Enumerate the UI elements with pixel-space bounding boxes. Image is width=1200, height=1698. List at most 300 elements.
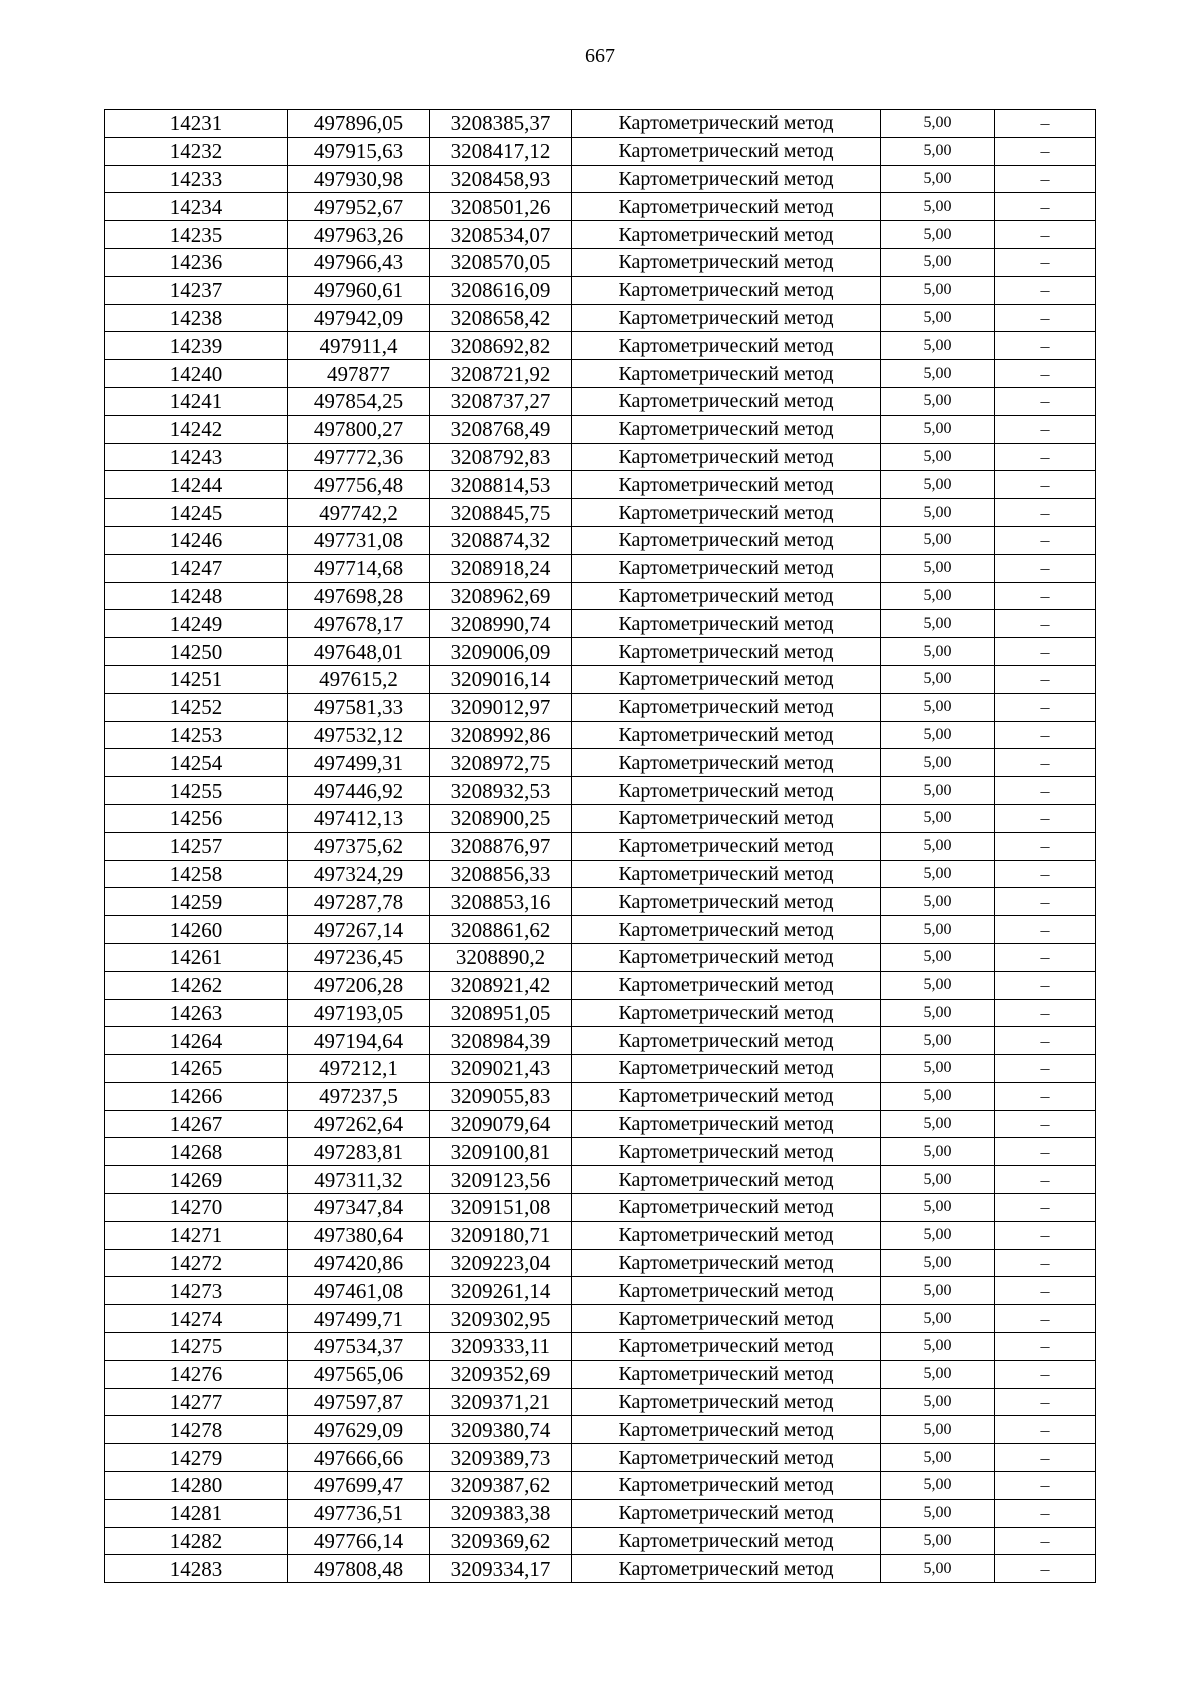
method-cell: Картометрический метод [572, 1110, 881, 1138]
x-coordinate-cell: 497648,01 [288, 638, 430, 666]
empty-value-cell: – [995, 137, 1096, 165]
x-coordinate-cell: 497736,51 [288, 1499, 430, 1527]
point-number-cell: 14261 [105, 943, 288, 971]
y-coordinate-cell: 3208814,53 [430, 471, 572, 499]
empty-value-cell: – [995, 304, 1096, 332]
accuracy-cell: 5,00 [881, 1082, 995, 1110]
y-coordinate-cell: 3209180,71 [430, 1221, 572, 1249]
y-coordinate-cell: 3208616,09 [430, 276, 572, 304]
page-number: 667 [585, 45, 615, 67]
y-coordinate-cell: 3209371,21 [430, 1388, 572, 1416]
table-row [105, 1499, 1096, 1527]
point-number-cell: 14280 [105, 1472, 288, 1500]
empty-value-cell: – [995, 832, 1096, 860]
accuracy-cell: 5,00 [881, 221, 995, 249]
table-row [105, 1360, 1096, 1388]
y-coordinate-cell: 3209100,81 [430, 1138, 572, 1166]
point-number-cell: 14268 [105, 1138, 288, 1166]
method-cell: Картометрический метод [572, 471, 881, 499]
accuracy-cell: 5,00 [881, 721, 995, 749]
table-row [105, 415, 1096, 443]
x-coordinate-cell: 497267,14 [288, 916, 430, 944]
accuracy-cell: 5,00 [881, 137, 995, 165]
accuracy-cell: 5,00 [881, 1416, 995, 1444]
y-coordinate-cell: 3208570,05 [430, 248, 572, 276]
table-row [105, 916, 1096, 944]
table-row [105, 221, 1096, 249]
point-number-cell: 14272 [105, 1249, 288, 1277]
table-row [105, 526, 1096, 554]
point-number-cell: 14235 [105, 221, 288, 249]
table-row [105, 360, 1096, 388]
accuracy-cell: 5,00 [881, 332, 995, 360]
accuracy-cell: 5,00 [881, 554, 995, 582]
table-row [105, 471, 1096, 499]
point-number-cell: 14244 [105, 471, 288, 499]
accuracy-cell: 5,00 [881, 860, 995, 888]
accuracy-cell: 5,00 [881, 499, 995, 527]
empty-value-cell: – [995, 387, 1096, 415]
method-cell: Картометрический метод [572, 860, 881, 888]
x-coordinate-cell: 497499,31 [288, 749, 430, 777]
x-coordinate-cell: 497565,06 [288, 1360, 430, 1388]
empty-value-cell: – [995, 276, 1096, 304]
table-row [105, 971, 1096, 999]
accuracy-cell: 5,00 [881, 415, 995, 443]
method-cell: Картометрический метод [572, 582, 881, 610]
empty-value-cell: – [995, 1333, 1096, 1361]
accuracy-cell: 5,00 [881, 1333, 995, 1361]
point-number-cell: 14238 [105, 304, 288, 332]
accuracy-cell: 5,00 [881, 110, 995, 138]
empty-value-cell: – [995, 638, 1096, 666]
table-row [105, 943, 1096, 971]
point-number-cell: 14259 [105, 888, 288, 916]
empty-value-cell: – [995, 582, 1096, 610]
point-number-cell: 14234 [105, 193, 288, 221]
point-number-cell: 14243 [105, 443, 288, 471]
point-number-cell: 14247 [105, 554, 288, 582]
x-coordinate-cell: 497347,84 [288, 1194, 430, 1222]
y-coordinate-cell: 3208874,32 [430, 526, 572, 554]
method-cell: Картометрический метод [572, 693, 881, 721]
y-coordinate-cell: 3209334,17 [430, 1555, 572, 1583]
y-coordinate-cell: 3209021,43 [430, 1055, 572, 1083]
empty-value-cell: – [995, 943, 1096, 971]
y-coordinate-cell: 3208972,75 [430, 749, 572, 777]
y-coordinate-cell: 3208951,05 [430, 999, 572, 1027]
x-coordinate-cell: 497206,28 [288, 971, 430, 999]
point-number-cell: 14283 [105, 1555, 288, 1583]
method-cell: Картометрический метод [572, 554, 881, 582]
method-cell: Картометрический метод [572, 888, 881, 916]
empty-value-cell: – [995, 860, 1096, 888]
method-cell: Картометрический метод [572, 193, 881, 221]
accuracy-cell: 5,00 [881, 248, 995, 276]
accuracy-cell: 5,00 [881, 971, 995, 999]
x-coordinate-cell: 497412,13 [288, 804, 430, 832]
y-coordinate-cell: 3208692,82 [430, 332, 572, 360]
y-coordinate-cell: 3208890,2 [430, 943, 572, 971]
empty-value-cell: – [995, 1277, 1096, 1305]
x-coordinate-cell: 497283,81 [288, 1138, 430, 1166]
empty-value-cell: – [995, 888, 1096, 916]
empty-value-cell: – [995, 248, 1096, 276]
method-cell: Картометрический метод [572, 137, 881, 165]
accuracy-cell: 5,00 [881, 1027, 995, 1055]
y-coordinate-cell: 3209333,11 [430, 1333, 572, 1361]
empty-value-cell: – [995, 1305, 1096, 1333]
empty-value-cell: – [995, 693, 1096, 721]
y-coordinate-cell: 3209302,95 [430, 1305, 572, 1333]
method-cell: Картометрический метод [572, 721, 881, 749]
y-coordinate-cell: 3208417,12 [430, 137, 572, 165]
empty-value-cell: – [995, 1221, 1096, 1249]
table-row [105, 1221, 1096, 1249]
empty-value-cell: – [995, 193, 1096, 221]
method-cell: Картометрический метод [572, 943, 881, 971]
table-row [105, 888, 1096, 916]
x-coordinate-cell: 497193,05 [288, 999, 430, 1027]
empty-value-cell: – [995, 1472, 1096, 1500]
method-cell: Картометрический метод [572, 804, 881, 832]
table-row [105, 1305, 1096, 1333]
point-number-cell: 14256 [105, 804, 288, 832]
table-row [105, 860, 1096, 888]
y-coordinate-cell: 3208792,83 [430, 443, 572, 471]
table-row [105, 1277, 1096, 1305]
point-number-cell: 14266 [105, 1082, 288, 1110]
accuracy-cell: 5,00 [881, 1555, 995, 1583]
accuracy-cell: 5,00 [881, 1388, 995, 1416]
accuracy-cell: 5,00 [881, 610, 995, 638]
method-cell: Картометрический метод [572, 1055, 881, 1083]
point-number-cell: 14252 [105, 693, 288, 721]
method-cell: Картометрический метод [572, 1555, 881, 1583]
method-cell: Картометрический метод [572, 777, 881, 805]
accuracy-cell: 5,00 [881, 1221, 995, 1249]
point-number-cell: 14250 [105, 638, 288, 666]
table-row [105, 1444, 1096, 1472]
point-number-cell: 14246 [105, 526, 288, 554]
y-coordinate-cell: 3208962,69 [430, 582, 572, 610]
table-row [105, 1110, 1096, 1138]
accuracy-cell: 5,00 [881, 1527, 995, 1555]
method-cell: Картометрический метод [572, 526, 881, 554]
accuracy-cell: 5,00 [881, 165, 995, 193]
empty-value-cell: – [995, 360, 1096, 388]
method-cell: Картометрический метод [572, 610, 881, 638]
table-row [105, 1194, 1096, 1222]
y-coordinate-cell: 3209079,64 [430, 1110, 572, 1138]
x-coordinate-cell: 497877 [288, 360, 430, 388]
empty-value-cell: – [995, 749, 1096, 777]
point-number-cell: 14260 [105, 916, 288, 944]
accuracy-cell: 5,00 [881, 1360, 995, 1388]
x-coordinate-cell: 497380,64 [288, 1221, 430, 1249]
y-coordinate-cell: 3208845,75 [430, 499, 572, 527]
empty-value-cell: – [995, 804, 1096, 832]
table-row [105, 832, 1096, 860]
accuracy-cell: 5,00 [881, 1138, 995, 1166]
y-coordinate-cell: 3209369,62 [430, 1527, 572, 1555]
y-coordinate-cell: 3208932,53 [430, 777, 572, 805]
y-coordinate-cell: 3208876,97 [430, 832, 572, 860]
table-row [105, 749, 1096, 777]
method-cell: Картометрический метод [572, 110, 881, 138]
accuracy-cell: 5,00 [881, 999, 995, 1027]
point-number-cell: 14269 [105, 1166, 288, 1194]
accuracy-cell: 5,00 [881, 443, 995, 471]
table-row [105, 1082, 1096, 1110]
empty-value-cell: – [995, 665, 1096, 693]
y-coordinate-cell: 3208900,25 [430, 804, 572, 832]
x-coordinate-cell: 497808,48 [288, 1555, 430, 1583]
x-coordinate-cell: 497966,43 [288, 248, 430, 276]
point-number-cell: 14233 [105, 165, 288, 193]
x-coordinate-cell: 497911,4 [288, 332, 430, 360]
y-coordinate-cell: 3208768,49 [430, 415, 572, 443]
x-coordinate-cell: 497597,87 [288, 1388, 430, 1416]
x-coordinate-cell: 497854,25 [288, 387, 430, 415]
table-row [105, 110, 1096, 138]
method-cell: Картометрический метод [572, 304, 881, 332]
method-cell: Картометрический метод [572, 971, 881, 999]
accuracy-cell: 5,00 [881, 638, 995, 666]
table-row [105, 387, 1096, 415]
y-coordinate-cell: 3208534,07 [430, 221, 572, 249]
point-number-cell: 14242 [105, 415, 288, 443]
method-cell: Картометрический метод [572, 248, 881, 276]
x-coordinate-cell: 497615,2 [288, 665, 430, 693]
accuracy-cell: 5,00 [881, 693, 995, 721]
method-cell: Картометрический метод [572, 1082, 881, 1110]
x-coordinate-cell: 497742,2 [288, 499, 430, 527]
accuracy-cell: 5,00 [881, 1499, 995, 1527]
y-coordinate-cell: 3209261,14 [430, 1277, 572, 1305]
table-row [105, 1055, 1096, 1083]
point-number-cell: 14263 [105, 999, 288, 1027]
table-row [105, 276, 1096, 304]
empty-value-cell: – [995, 332, 1096, 360]
x-coordinate-cell: 497236,45 [288, 943, 430, 971]
y-coordinate-cell: 3208658,42 [430, 304, 572, 332]
table-row [105, 1472, 1096, 1500]
x-coordinate-cell: 497532,12 [288, 721, 430, 749]
empty-value-cell: – [995, 526, 1096, 554]
table-row [105, 304, 1096, 332]
accuracy-cell: 5,00 [881, 943, 995, 971]
point-number-cell: 14267 [105, 1110, 288, 1138]
y-coordinate-cell: 3209123,56 [430, 1166, 572, 1194]
method-cell: Картометрический метод [572, 1221, 881, 1249]
table-row [105, 1027, 1096, 1055]
empty-value-cell: – [995, 1138, 1096, 1166]
method-cell: Картометрический метод [572, 749, 881, 777]
point-number-cell: 14237 [105, 276, 288, 304]
empty-value-cell: – [995, 1360, 1096, 1388]
x-coordinate-cell: 497629,09 [288, 1416, 430, 1444]
accuracy-cell: 5,00 [881, 387, 995, 415]
point-number-cell: 14255 [105, 777, 288, 805]
y-coordinate-cell: 3208501,26 [430, 193, 572, 221]
point-number-cell: 14241 [105, 387, 288, 415]
table-row [105, 1388, 1096, 1416]
accuracy-cell: 5,00 [881, 1166, 995, 1194]
x-coordinate-cell: 497194,64 [288, 1027, 430, 1055]
table-row [105, 443, 1096, 471]
x-coordinate-cell: 497237,5 [288, 1082, 430, 1110]
empty-value-cell: – [995, 777, 1096, 805]
empty-value-cell: – [995, 999, 1096, 1027]
x-coordinate-cell: 497678,17 [288, 610, 430, 638]
empty-value-cell: – [995, 1082, 1096, 1110]
empty-value-cell: – [995, 1110, 1096, 1138]
accuracy-cell: 5,00 [881, 804, 995, 832]
empty-value-cell: – [995, 554, 1096, 582]
table-row [105, 165, 1096, 193]
method-cell: Картометрический метод [572, 443, 881, 471]
accuracy-cell: 5,00 [881, 1305, 995, 1333]
point-number-cell: 14231 [105, 110, 288, 138]
x-coordinate-cell: 497375,62 [288, 832, 430, 860]
point-number-cell: 14273 [105, 1277, 288, 1305]
y-coordinate-cell: 3209006,09 [430, 638, 572, 666]
y-coordinate-cell: 3208861,62 [430, 916, 572, 944]
empty-value-cell: – [995, 721, 1096, 749]
accuracy-cell: 5,00 [881, 1277, 995, 1305]
table-row [105, 554, 1096, 582]
y-coordinate-cell: 3208856,33 [430, 860, 572, 888]
x-coordinate-cell: 497756,48 [288, 471, 430, 499]
point-number-cell: 14249 [105, 610, 288, 638]
y-coordinate-cell: 3209380,74 [430, 1416, 572, 1444]
accuracy-cell: 5,00 [881, 832, 995, 860]
table-row [105, 693, 1096, 721]
empty-value-cell: – [995, 1527, 1096, 1555]
accuracy-cell: 5,00 [881, 916, 995, 944]
empty-value-cell: – [995, 499, 1096, 527]
table-row [105, 193, 1096, 221]
point-number-cell: 14254 [105, 749, 288, 777]
point-number-cell: 14236 [105, 248, 288, 276]
x-coordinate-cell: 497800,27 [288, 415, 430, 443]
empty-value-cell: – [995, 610, 1096, 638]
point-number-cell: 14265 [105, 1055, 288, 1083]
point-number-cell: 14264 [105, 1027, 288, 1055]
table-row [105, 1333, 1096, 1361]
method-cell: Картометрический метод [572, 1444, 881, 1472]
x-coordinate-cell: 497287,78 [288, 888, 430, 916]
y-coordinate-cell: 3208737,27 [430, 387, 572, 415]
accuracy-cell: 5,00 [881, 1110, 995, 1138]
y-coordinate-cell: 3208984,39 [430, 1027, 572, 1055]
point-number-cell: 14276 [105, 1360, 288, 1388]
point-number-cell: 14253 [105, 721, 288, 749]
method-cell: Картометрический метод [572, 165, 881, 193]
empty-value-cell: – [995, 1055, 1096, 1083]
method-cell: Картометрический метод [572, 916, 881, 944]
empty-value-cell: – [995, 971, 1096, 999]
method-cell: Картометрический метод [572, 1388, 881, 1416]
table-row [105, 248, 1096, 276]
x-coordinate-cell: 497699,47 [288, 1472, 430, 1500]
accuracy-cell: 5,00 [881, 193, 995, 221]
method-cell: Картометрический метод [572, 1499, 881, 1527]
x-coordinate-cell: 497766,14 [288, 1527, 430, 1555]
x-coordinate-cell: 497960,61 [288, 276, 430, 304]
y-coordinate-cell: 3208721,92 [430, 360, 572, 388]
x-coordinate-cell: 497666,66 [288, 1444, 430, 1472]
table-row [105, 1527, 1096, 1555]
point-number-cell: 14251 [105, 665, 288, 693]
method-cell: Картометрический метод [572, 832, 881, 860]
empty-value-cell: – [995, 165, 1096, 193]
coordinates-table [104, 109, 1096, 1583]
y-coordinate-cell: 3209383,38 [430, 1499, 572, 1527]
y-coordinate-cell: 3209016,14 [430, 665, 572, 693]
table-row [105, 610, 1096, 638]
x-coordinate-cell: 497212,1 [288, 1055, 430, 1083]
coordinates-table-body [105, 110, 1096, 1583]
table-row [105, 638, 1096, 666]
table-row [105, 1555, 1096, 1583]
x-coordinate-cell: 497963,26 [288, 221, 430, 249]
x-coordinate-cell: 497420,86 [288, 1249, 430, 1277]
empty-value-cell: – [995, 471, 1096, 499]
point-number-cell: 14257 [105, 832, 288, 860]
table-row [105, 499, 1096, 527]
y-coordinate-cell: 3209151,08 [430, 1194, 572, 1222]
method-cell: Картометрический метод [572, 1472, 881, 1500]
x-coordinate-cell: 497930,98 [288, 165, 430, 193]
method-cell: Картометрический метод [572, 1166, 881, 1194]
table-row [105, 804, 1096, 832]
point-number-cell: 14281 [105, 1499, 288, 1527]
accuracy-cell: 5,00 [881, 1249, 995, 1277]
point-number-cell: 14278 [105, 1416, 288, 1444]
empty-value-cell: – [995, 415, 1096, 443]
y-coordinate-cell: 3209352,69 [430, 1360, 572, 1388]
accuracy-cell: 5,00 [881, 304, 995, 332]
method-cell: Картометрический метод [572, 415, 881, 443]
method-cell: Картометрический метод [572, 387, 881, 415]
empty-value-cell: – [995, 1194, 1096, 1222]
point-number-cell: 14271 [105, 1221, 288, 1249]
point-number-cell: 14277 [105, 1388, 288, 1416]
point-number-cell: 14282 [105, 1527, 288, 1555]
y-coordinate-cell: 3208853,16 [430, 888, 572, 916]
table-row [105, 582, 1096, 610]
x-coordinate-cell: 497262,64 [288, 1110, 430, 1138]
method-cell: Картометрический метод [572, 665, 881, 693]
y-coordinate-cell: 3209012,97 [430, 693, 572, 721]
y-coordinate-cell: 3208458,93 [430, 165, 572, 193]
x-coordinate-cell: 497952,67 [288, 193, 430, 221]
y-coordinate-cell: 3208921,42 [430, 971, 572, 999]
y-coordinate-cell: 3209055,83 [430, 1082, 572, 1110]
accuracy-cell: 5,00 [881, 749, 995, 777]
table-row [105, 1416, 1096, 1444]
method-cell: Картометрический метод [572, 1027, 881, 1055]
point-number-cell: 14239 [105, 332, 288, 360]
x-coordinate-cell: 497311,32 [288, 1166, 430, 1194]
x-coordinate-cell: 497581,33 [288, 693, 430, 721]
x-coordinate-cell: 497896,05 [288, 110, 430, 138]
y-coordinate-cell: 3208385,37 [430, 110, 572, 138]
point-number-cell: 14279 [105, 1444, 288, 1472]
table-row [105, 1166, 1096, 1194]
